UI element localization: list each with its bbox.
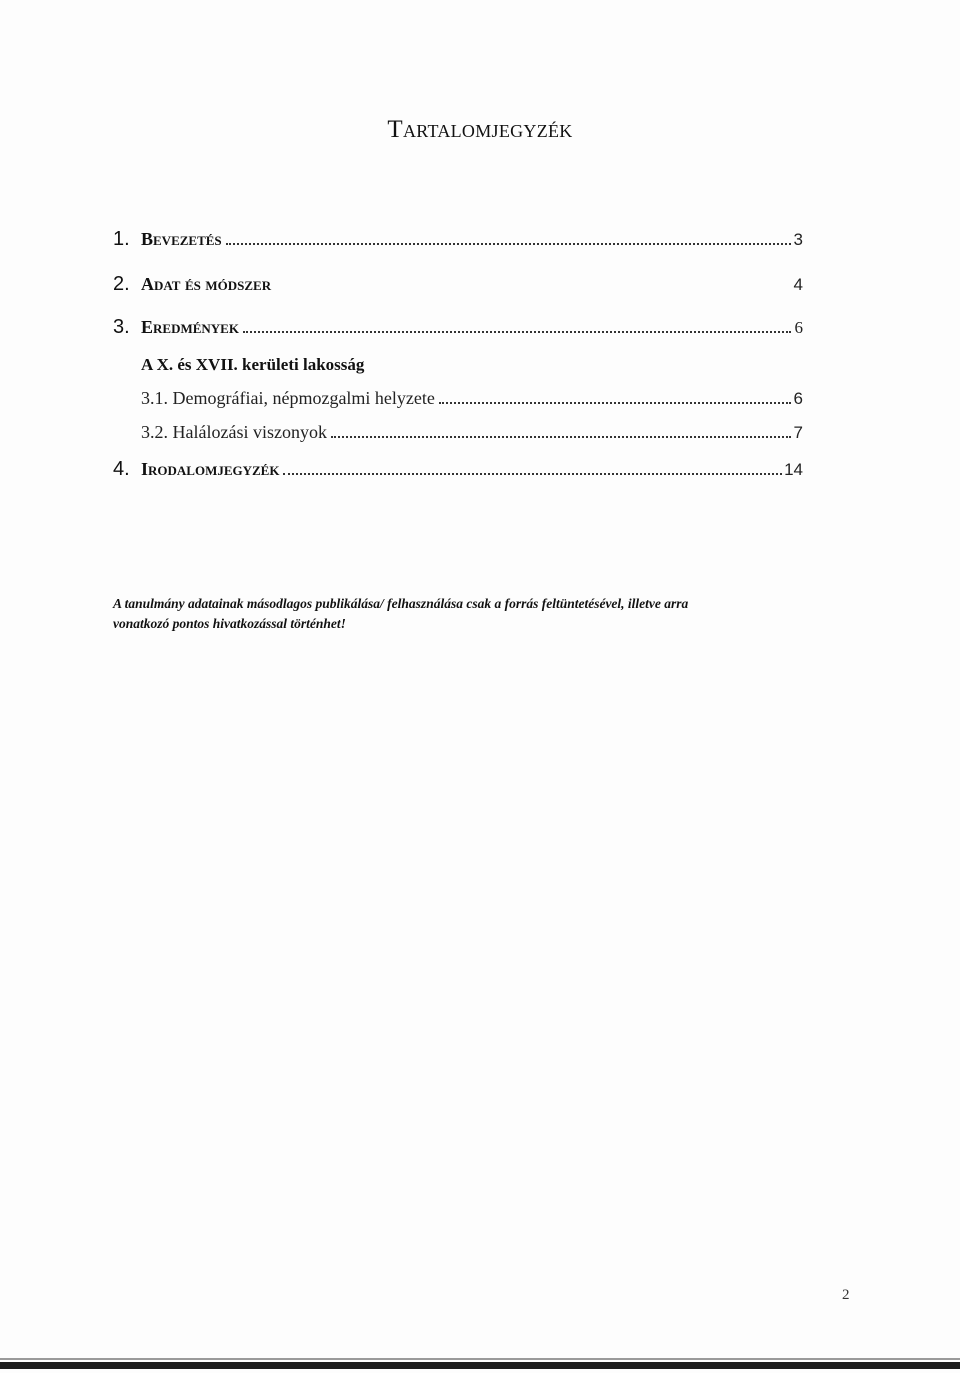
- toc-entry-bevezetes[interactable]: [113, 228, 803, 252]
- scan-edge-line: [0, 1358, 960, 1360]
- toc-entry-3-2[interactable]: [141, 422, 803, 446]
- toc-entry-irodalomjegyzek[interactable]: [113, 458, 803, 482]
- toc-entry-page: 14: [784, 460, 803, 479]
- toc-entry-number: 3.: [113, 316, 130, 338]
- toc-entry-page: 7: [793, 423, 803, 442]
- toc-subheading-label: A X. és XVII. kerületi lakosság: [141, 355, 365, 374]
- toc-entry-label: 3.2. Halálozási viszonyok: [141, 422, 327, 442]
- toc-leader-dots: [243, 330, 791, 333]
- toc-leader-dots: [226, 242, 791, 245]
- toc-entry-label: Bevezetés: [141, 229, 222, 249]
- toc-entry-page: 6: [794, 318, 803, 337]
- page-number: 2: [842, 1287, 850, 1303]
- usage-notice-line: A tanulmány adatainak másodlagos publikálása/ felhasználása csak a forrás feltüntetésével, illetve arra: [113, 596, 689, 611]
- toc-subheading: [141, 355, 831, 379]
- toc-entry-adat-es-modszer[interactable]: [113, 273, 803, 297]
- usage-notice: [113, 594, 813, 634]
- scan-edge-bar: [0, 1362, 960, 1369]
- page-title: Tartalomjegyzék: [387, 116, 573, 143]
- toc-entry-page: 4: [793, 275, 803, 294]
- toc-entry-number: 4.: [113, 458, 130, 480]
- toc-entry-number: 1.: [113, 228, 130, 250]
- toc-entry-number: 2.: [113, 273, 130, 295]
- usage-notice-line: vonatkozó pontos hivatkozással történhet!: [113, 616, 346, 631]
- toc-entry-label: Eredmények: [141, 317, 239, 337]
- toc-entry-label: Irodalomjegyzék: [141, 459, 280, 479]
- toc-leader-dots: [439, 401, 791, 404]
- toc-leader-dots: [283, 472, 782, 475]
- toc-leader-dots: [331, 435, 791, 438]
- toc-entry-eredmenyek[interactable]: [113, 316, 803, 340]
- toc-entry-label: Adat és módszer: [141, 274, 272, 294]
- toc-entry-label: 3.1. Demográfiai, népmozgalmi helyzete: [141, 388, 435, 408]
- toc-entry-page: 3: [793, 230, 803, 249]
- toc-entry-page: 6: [793, 389, 803, 408]
- toc-entry-3-1[interactable]: [141, 388, 803, 412]
